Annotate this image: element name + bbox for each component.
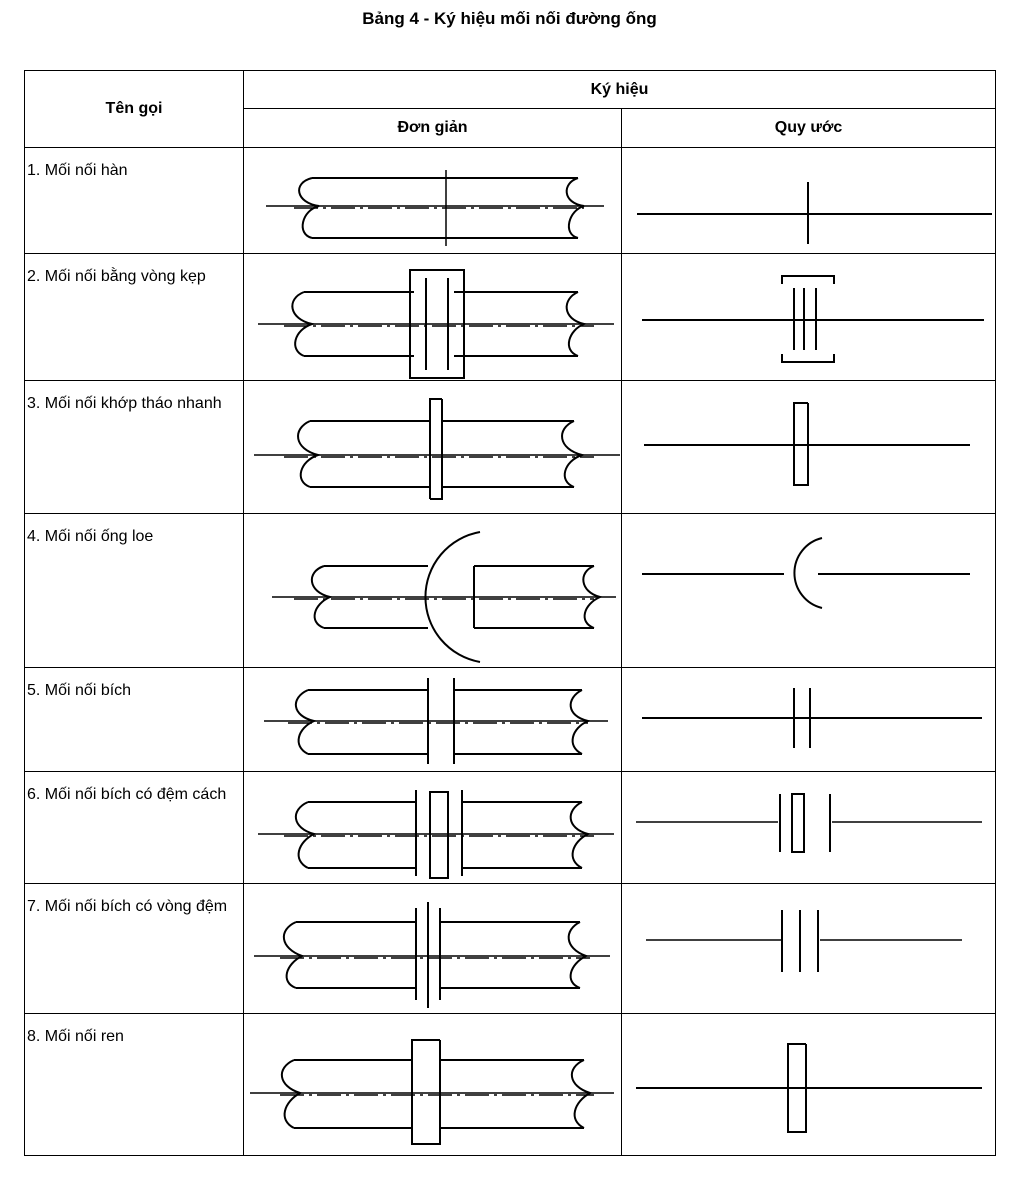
simple-symbol-threaded [244, 1014, 622, 1156]
simple-symbol-quick-release [244, 381, 622, 514]
convention-symbol-weld [622, 148, 996, 254]
row-name: 6. Mối nối bích có đệm cách [25, 772, 244, 884]
table-title: Bảng 4 - Ký hiệu mối nối đường ống [362, 9, 657, 28]
row-name: 8. Mối nối ren [25, 1014, 244, 1156]
header-name: Tên gọi [25, 71, 244, 148]
convention-symbol-flange-insulating-gasket [622, 772, 996, 884]
row-name: 4. Mối nối ống loe [25, 514, 244, 668]
convention-symbol-flange-ring-gasket [622, 884, 996, 1014]
row-name: 7. Mối nối bích có vòng đệm [25, 884, 244, 1014]
convention-symbol-quick-release [622, 381, 996, 514]
simple-symbol-clamp [244, 254, 622, 381]
convention-symbol-flange [622, 668, 996, 772]
simple-symbol-weld [244, 148, 622, 254]
row-name: 3. Mối nối khớp tháo nhanh [25, 381, 244, 514]
row-name: 5. Mối nối bích [25, 668, 244, 772]
simple-symbol-flange-ring-gasket [244, 884, 622, 1014]
simple-symbol-flange [244, 668, 622, 772]
row-name: 2. Mối nối bằng vòng kẹp [25, 254, 244, 381]
convention-symbol-flared [622, 514, 996, 668]
convention-symbol-threaded [622, 1014, 996, 1156]
pipe-joint-symbols-table [24, 70, 996, 1156]
simple-symbol-flange-insulating-gasket [244, 772, 622, 884]
row-name: 1. Mối nối hàn [25, 148, 244, 254]
header-convention: Quy ước [622, 109, 996, 148]
simple-symbol-flared [244, 514, 622, 668]
header-symbol: Ký hiệu [244, 71, 996, 109]
header-simple: Đơn giản [244, 109, 622, 148]
convention-symbol-clamp [622, 254, 996, 381]
